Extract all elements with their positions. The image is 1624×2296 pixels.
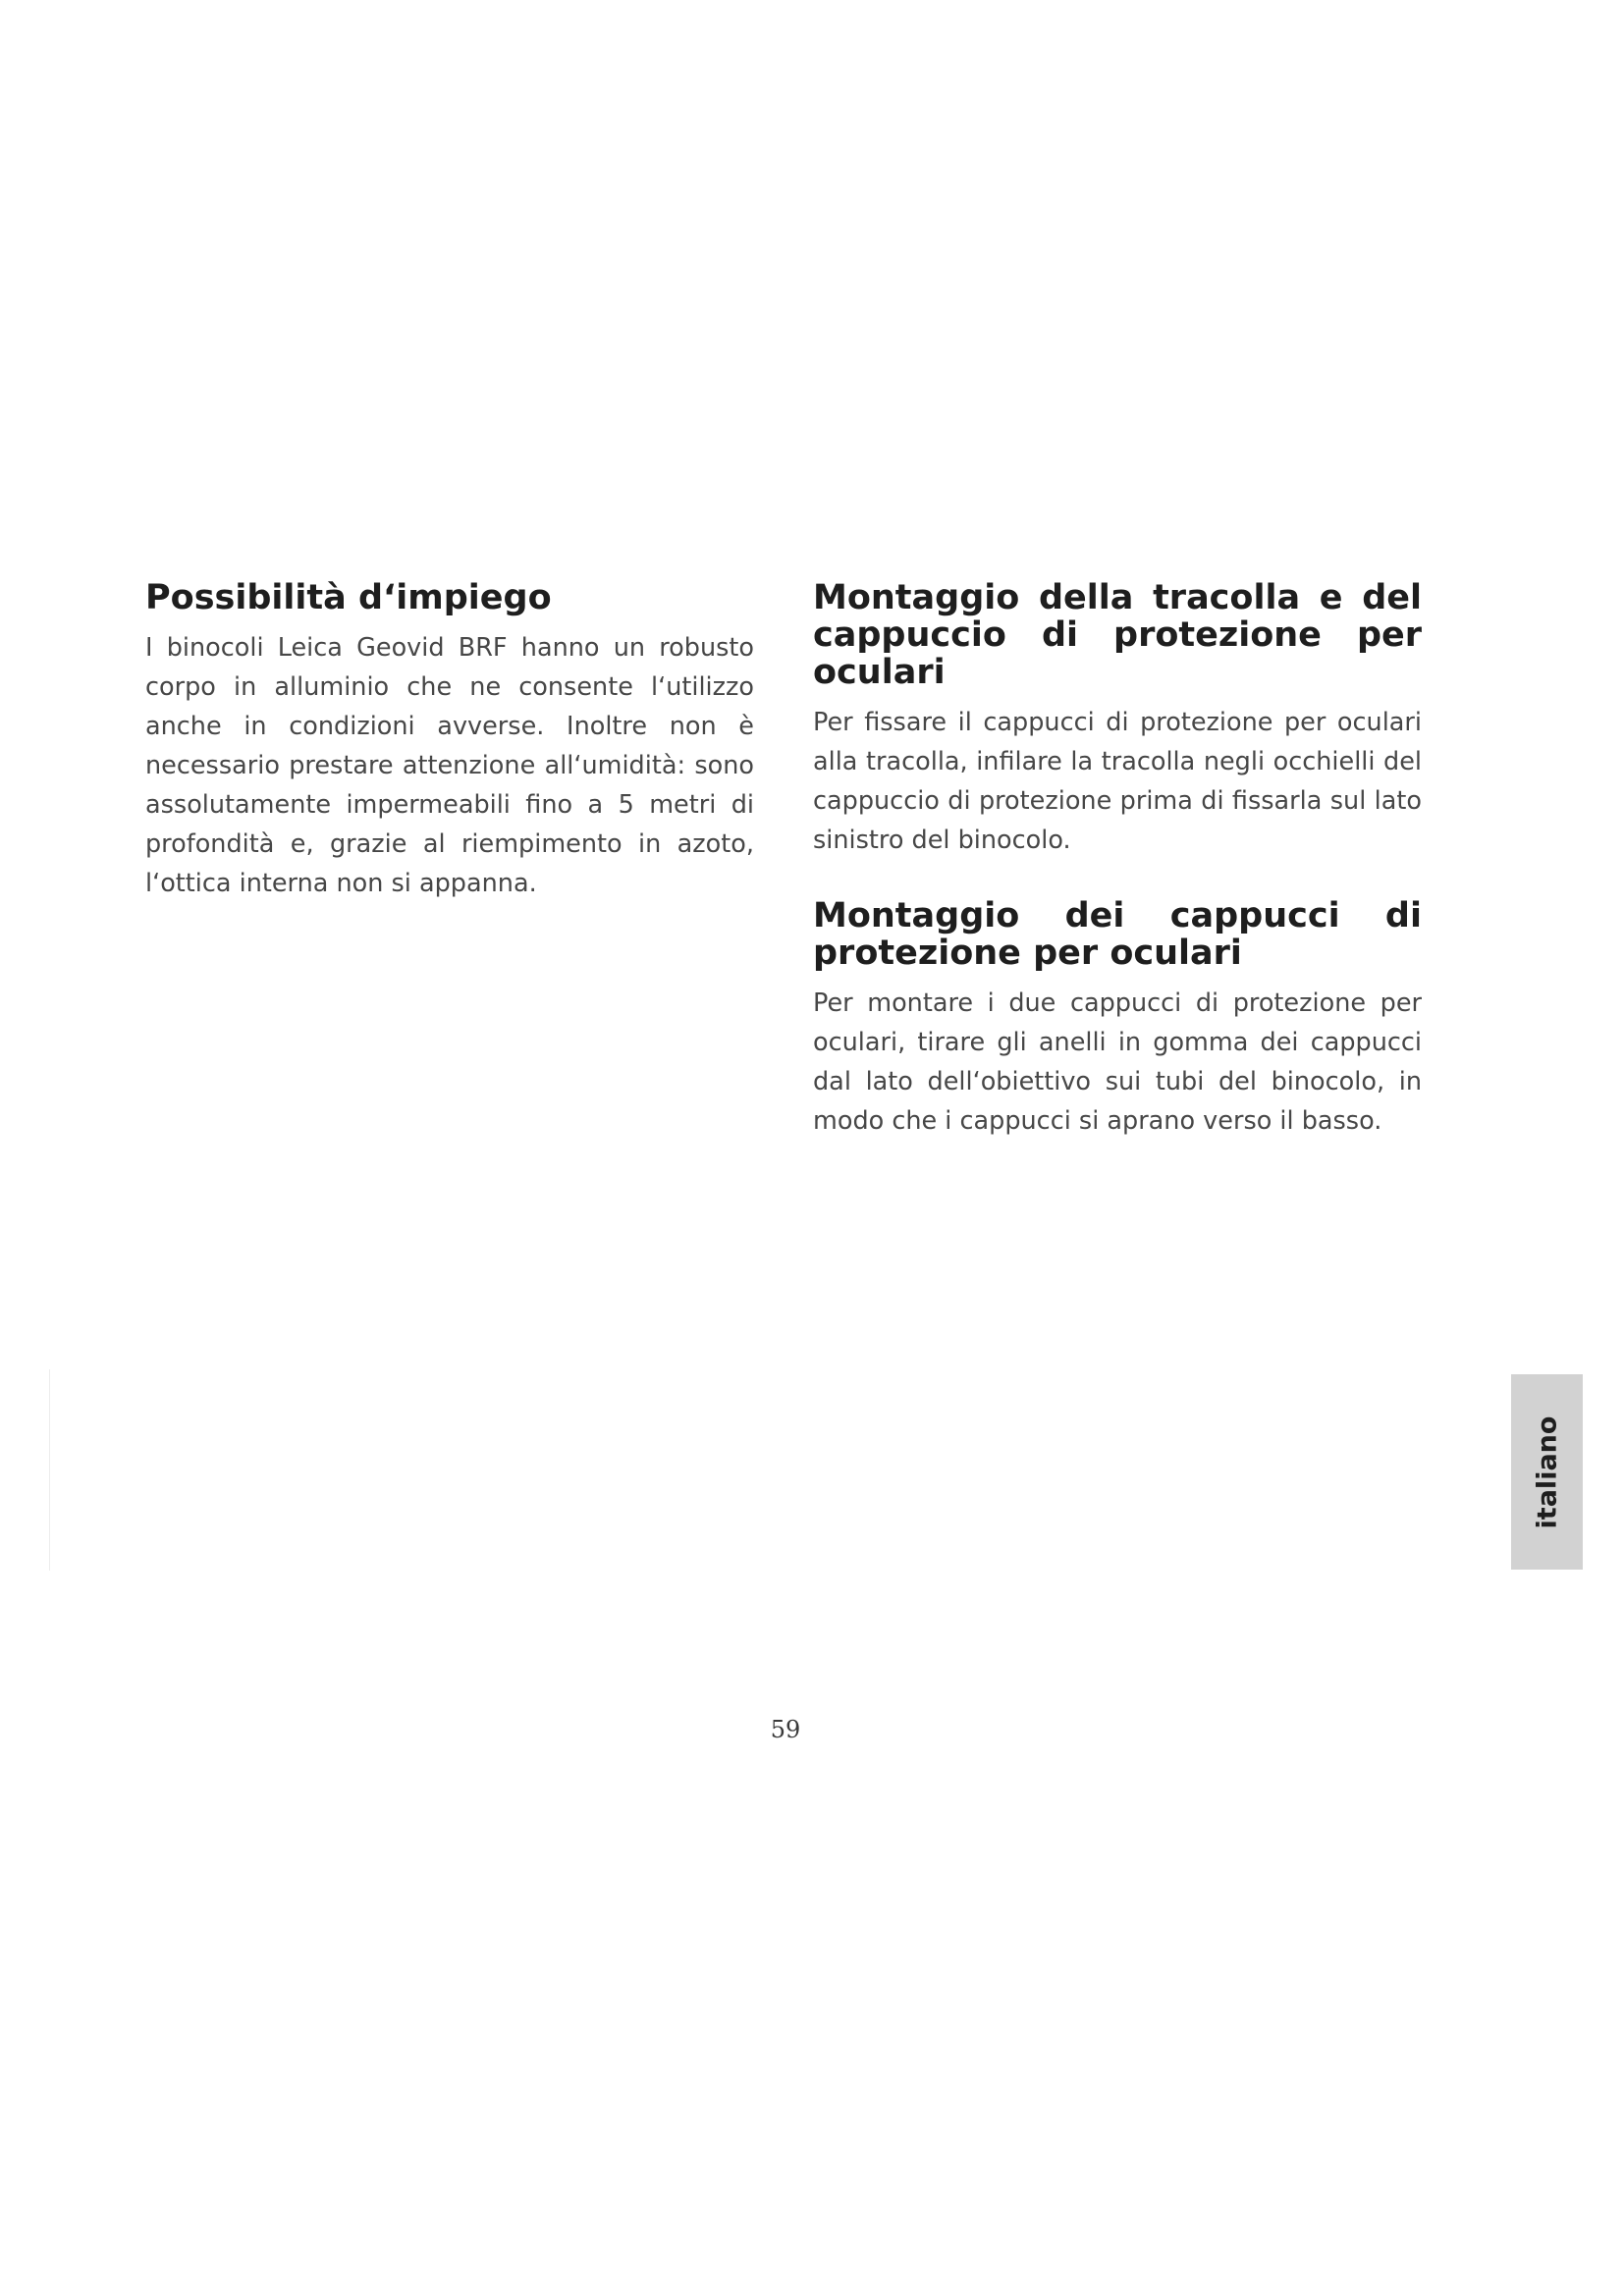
language-tab-label: italiano — [1532, 1415, 1562, 1528]
section-text: Per fissare il cappucci di protezione per oculari alla tracolla, infilare la tracolla negli occhielli del cappuccio di protezione prima di fissarla sul lato sinistro del binocolo. — [813, 708, 1422, 855]
section-strap-mounting — [813, 579, 1422, 860]
right-column — [813, 579, 1422, 1141]
left-column — [145, 579, 754, 903]
section-title: Montaggio dei cappucci di protezione per oculari — [813, 896, 1422, 973]
language-tab — [1511, 1374, 1583, 1570]
page-number: 59 — [770, 1716, 801, 1743]
section-text: Per montare i due cappucci di protezione per oculari, tirare gli anelli in gomma dei cappucci dal lato dell‘obiettivo sui tubi del binocolo, in modo che i cappucci si aprano verso il basso. — [813, 988, 1422, 1136]
section-title: Montaggio della tracolla e del cappuccio di protezione per oculari — [813, 578, 1422, 692]
section-text: I binocoli Leica Geovid BRF hanno un robusto corpo in alluminio che ne consente l‘utilizzo anche in condizioni avverse. Inoltre non è necessario prestare attenzione all‘umidità: sono assolutamente impermeabili fino a 5 metri di profondità e, grazie al riempimento in azoto, l‘ottica interna non si appanna. — [145, 633, 754, 898]
section-usage — [145, 579, 754, 903]
margin-line — [49, 1369, 50, 1571]
section-eyecup-mounting — [813, 897, 1422, 1141]
section-title: Possibilità d‘impiego — [145, 578, 552, 617]
